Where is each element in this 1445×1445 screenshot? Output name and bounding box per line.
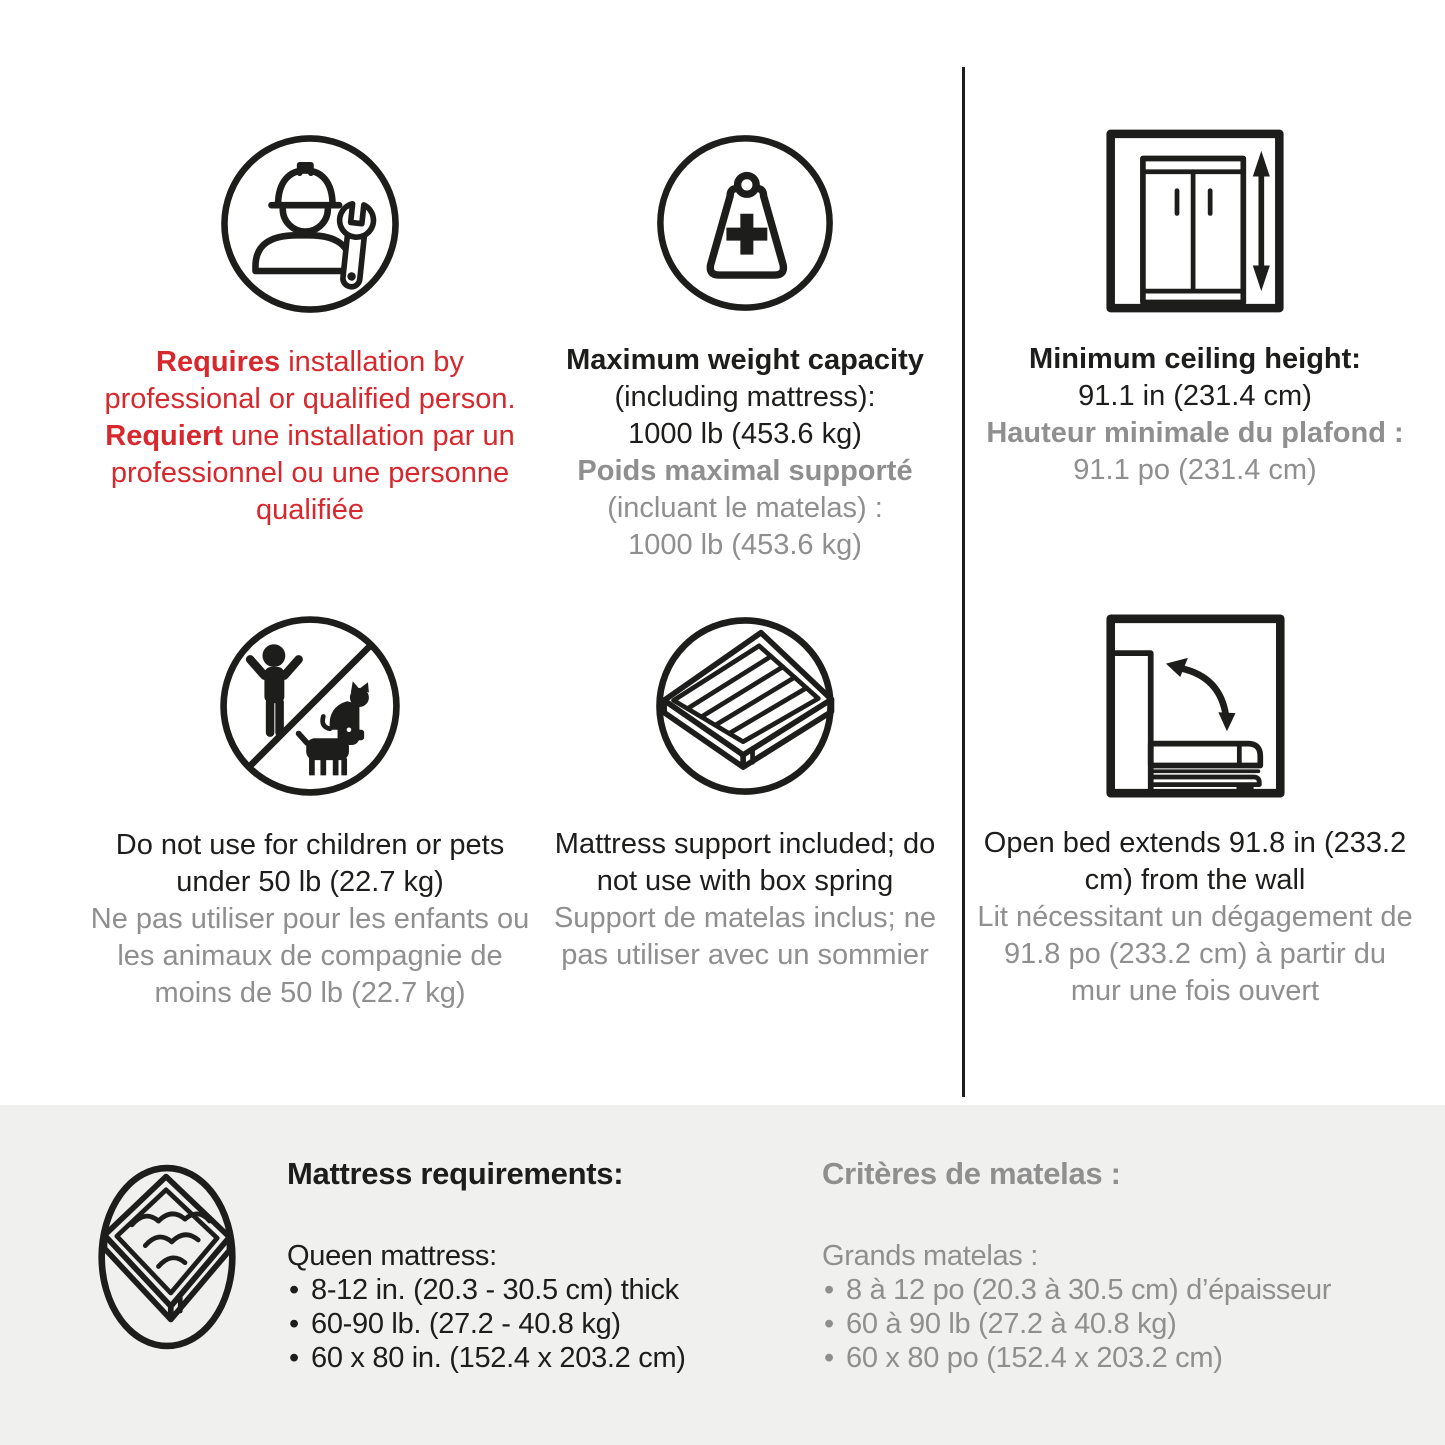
weight-heading-en: Maximum weight capacity (566, 344, 924, 376)
mattress-req-heading-fr: Critères de matelas : (822, 1156, 1121, 1191)
mattress-requirements-en (287, 1155, 777, 1375)
tufted-mattress-icon (96, 1161, 238, 1358)
mattress-req-heading-en: Mattress requirements: (287, 1156, 624, 1191)
open-bed-icon (1105, 613, 1286, 799)
list-item: • 60 à 90 lb (27.2 à 40.8 kg) (822, 1307, 1402, 1341)
feature-open-bed-clearance (975, 613, 1415, 1010)
slatted-support-icon (651, 612, 839, 800)
mattress-support-text-fr: Support de matelas inclus; ne pas utiliser avec un sommier (553, 902, 937, 971)
mattress-requirements-section (0, 1105, 1445, 1445)
feature-mattress-support (535, 612, 955, 974)
ceiling-heading-en: Minimum ceiling height: (1029, 343, 1361, 375)
weight-plus-icon (652, 130, 838, 316)
mattress-req-subheading-fr: Grands matelas : (822, 1240, 1039, 1272)
feature-max-weight (540, 130, 950, 564)
mattress-req-list-fr (822, 1273, 1402, 1375)
installation-fr-rest: une installation par un professionnel ou une personne qualifiée (110, 420, 515, 526)
feature-installation (82, 130, 538, 529)
installation-fr-lead: Requiert (105, 420, 223, 452)
list-item: • 60-90 lb. (27.2 - 40.8 kg) (287, 1307, 777, 1341)
weight-line3-en: 1000 lb (453.6 kg) (628, 418, 862, 450)
feature-no-children-pets (77, 611, 543, 1012)
ceiling-line2-fr: 91.1 po (231.4 cm) (1073, 454, 1317, 486)
weight-line2-en: (including mattress): (614, 381, 876, 413)
children-pets-text-en: Do not use for children or pets under 50 lb (22.7 kg) (115, 829, 505, 898)
ceiling-height-icon (1105, 127, 1285, 315)
list-item: • 8-12 in. (20.3 - 30.5 cm) thick (287, 1273, 777, 1307)
open-bed-text-fr: Lit nécessitant un dégagement de 91.8 po (233.2 cm) à partir du mur une fois ouvert (977, 901, 1413, 1007)
no-children-pets-icon (215, 611, 405, 801)
mattress-support-text-en: Mattress support included; do not use with box spring (554, 828, 936, 897)
installer-wrench-icon (216, 130, 404, 318)
installation-text (82, 344, 538, 529)
installation-en-rest: installation by professional or qualified person. (104, 346, 516, 415)
mattress-requirements-fr (822, 1155, 1402, 1375)
ceiling-heading-fr: Hauteur minimale du plafond : (986, 417, 1404, 449)
list-item: • 60 x 80 in. (152.4 x 203.2 cm) (287, 1341, 777, 1375)
weight-line2-fr: (incluant le matelas) : (607, 492, 883, 524)
mattress-req-subheading-en: Queen mattress: (287, 1240, 497, 1272)
feature-ceiling-height (978, 127, 1412, 489)
open-bed-text-en: Open bed extends 91.8 in (233.2 cm) from the wall (983, 827, 1407, 896)
column-divider (962, 67, 965, 1097)
weight-line3-fr: 1000 lb (453.6 kg) (628, 529, 862, 561)
ceiling-line2-en: 91.1 in (231.4 cm) (1078, 380, 1312, 412)
mattress-req-list-en (287, 1273, 777, 1375)
list-item: • 8 à 12 po (20.3 à 30.5 cm) d’épaisseur (822, 1273, 1402, 1307)
list-item: • 60 x 80 po (152.4 x 203.2 cm) (822, 1341, 1402, 1375)
children-pets-text-fr: Ne pas utiliser pour les enfants ou les animaux de compagnie de moins de 50 lb (22.7 kg) (90, 903, 530, 1009)
installation-en-lead: Requires (156, 346, 281, 378)
weight-heading-fr: Poids maximal supporté (577, 455, 913, 487)
